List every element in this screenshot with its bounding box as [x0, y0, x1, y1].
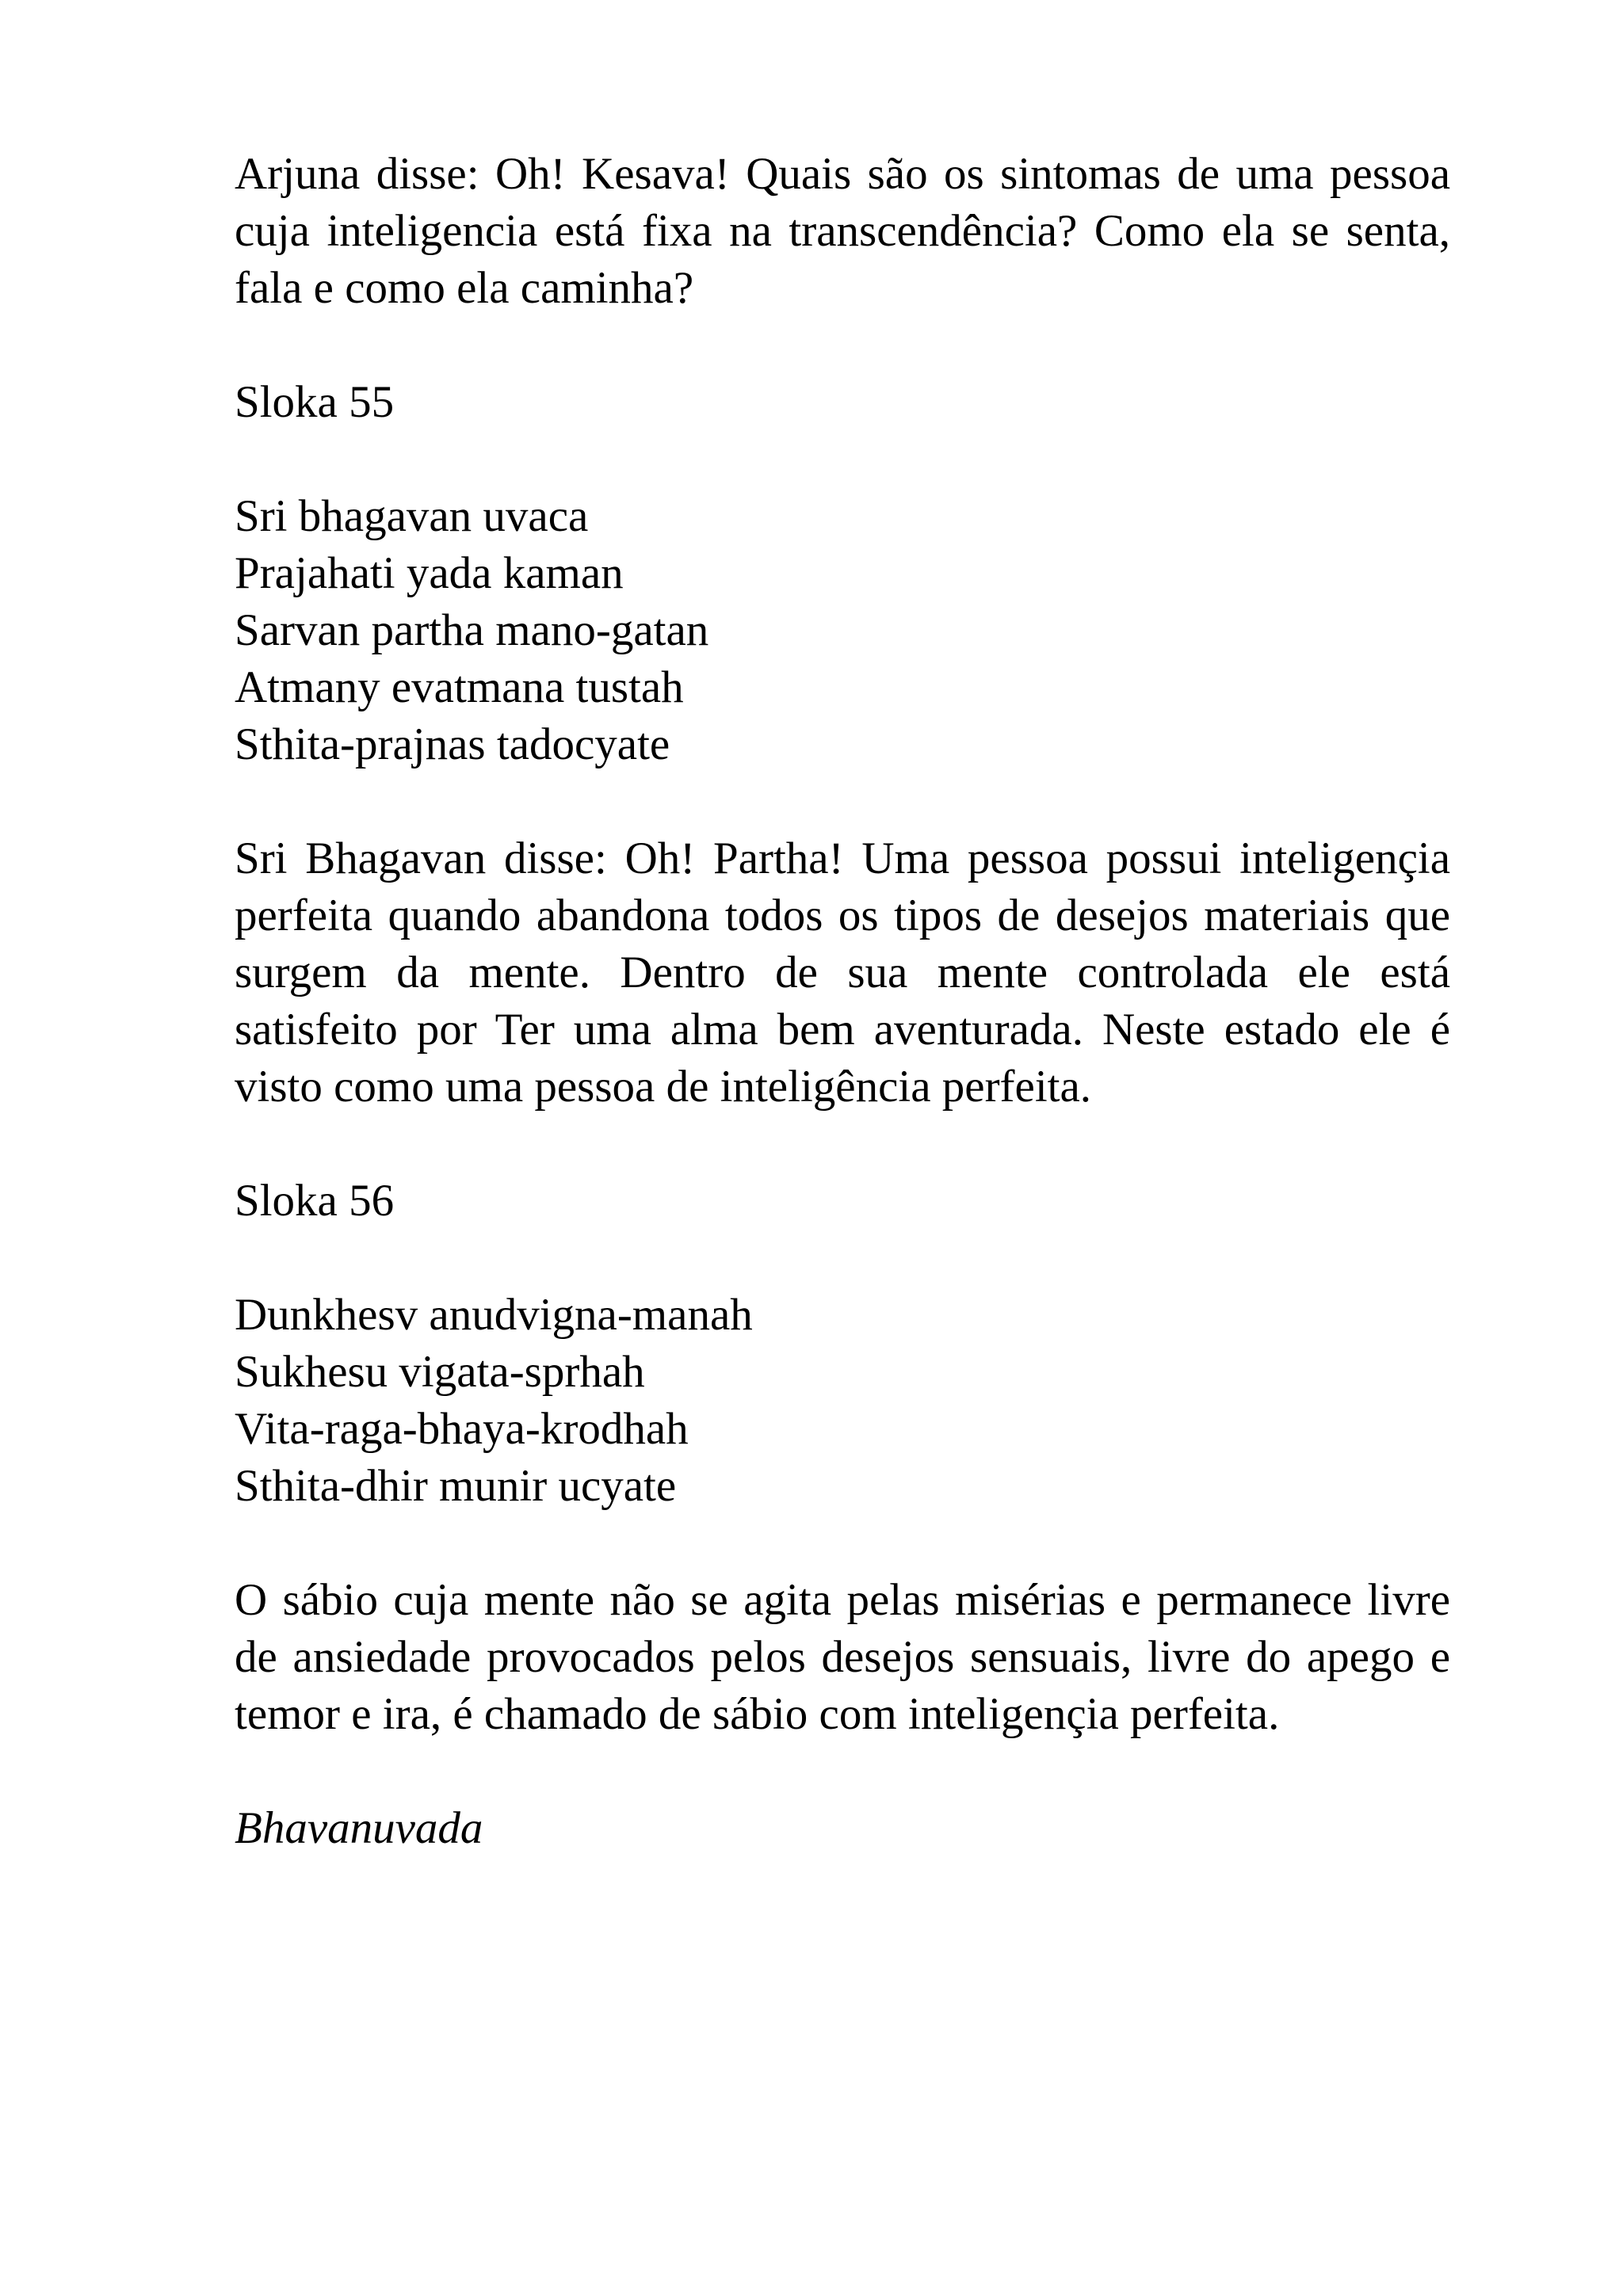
spacer	[235, 1515, 1450, 1572]
verse-line: Sukhesu vigata-sprhah	[235, 1347, 645, 1397]
spacer	[235, 1230, 1450, 1287]
verse-line: Sthita-dhir munir ucyate	[235, 1461, 677, 1511]
verse-line: Sarvan partha mano-gatan	[235, 605, 709, 655]
sloka-56-translation: O sábio cuja mente não se agita pelas misérias e permanece livre de ansiedade provocados pelos desejos sensuais, livre do apego e temor e ira, é chamado de sábio com inteligençia perfeita.	[235, 1575, 1450, 1739]
spacer	[235, 1116, 1450, 1173]
spacer	[235, 1743, 1450, 1800]
commentary-label: Bhavanuvada	[235, 1803, 483, 1853]
verse-line: Prajahati yada kaman	[235, 548, 624, 598]
document-page	[235, 146, 1450, 1857]
verse-line: Vita-raga-bhaya-krodhah	[235, 1404, 689, 1454]
intro-paragraph: Arjuna disse: Oh! Kesava! Quais são os sintomas de uma pessoa cuja inteligencia está fixa na transcendência? Como ela se senta, fala e como ela caminha?	[235, 149, 1450, 313]
sloka-55-verse	[235, 488, 1450, 773]
verse-line: Dunkhesv anudvigna-manah	[235, 1290, 753, 1340]
verse-line: Sri bhagavan uvaca	[235, 491, 589, 541]
sloka-55-heading: Sloka 55	[235, 377, 395, 427]
sloka-55-translation: Sri Bhagavan disse: Oh! Partha! Uma pessoa possui inteligençia perfeita quando abandona todos os tipos de desejos materiais que surgem da mente. Dentro de sua mente controlada ele está satisfeito por Ter uma alma bem aventurada. Neste estado ele é visto como uma pessoa de inteligência perfeita.	[235, 833, 1450, 1112]
verse-line: Atmany evatmana tustah	[235, 662, 684, 712]
verse-line: Sthita-prajnas tadocyate	[235, 719, 670, 769]
spacer	[235, 317, 1450, 374]
spacer	[235, 773, 1450, 830]
sloka-56-heading: Sloka 56	[235, 1176, 395, 1226]
spacer	[235, 431, 1450, 488]
sloka-56-verse	[235, 1287, 1450, 1515]
